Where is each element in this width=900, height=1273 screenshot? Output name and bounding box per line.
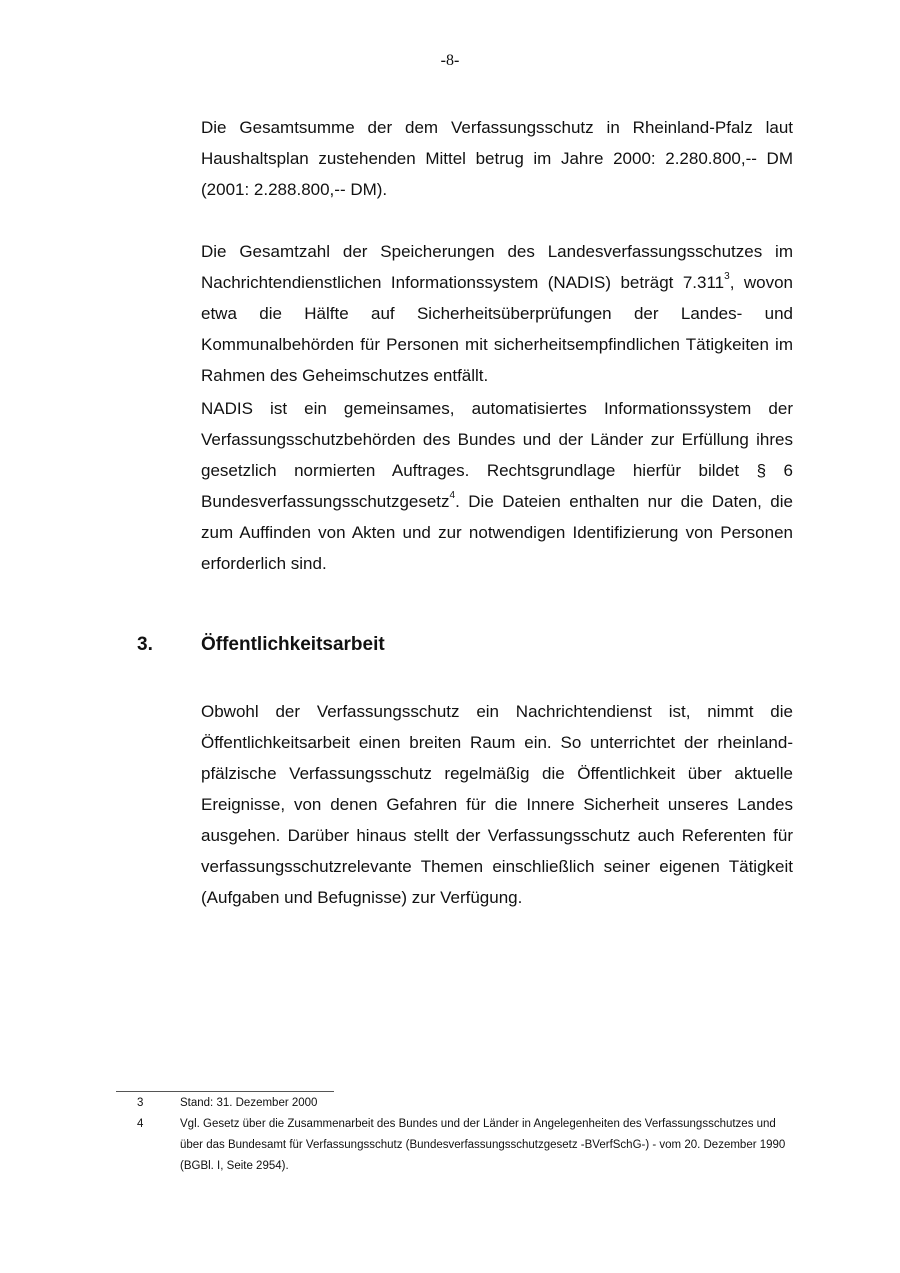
section-number: 3.: [137, 634, 153, 655]
paragraph-nadis-definition-text-cont: . Die Dateien enthalten nur die Daten, die zum Auffinden von Akten und zur notwendigen Identifizierung von Personen erforderlich sind.: [201, 492, 793, 573]
footnote-number: 3: [137, 1097, 144, 1109]
paragraph-nadis-storage-text-cont: , wovon etwa die Hälfte auf Sicherheitsüberprüfungen der Landes- und Kommunalbehörden für Personen mit sicherheitsempfindlichen Tätigkeiten im Rahmen des Geheimschutzes entfällt.: [201, 273, 793, 385]
footnote-ref-3[interactable]: 3: [724, 271, 730, 283]
page-number-value: 8: [446, 52, 454, 69]
page-number: [0, 52, 900, 70]
footnote-text: Stand: 31. Dezember 2000: [180, 1097, 318, 1109]
section-title: Öffentlichkeitsarbeit: [201, 634, 385, 655]
paragraph-nadis-storage-text: Die Gesamtzahl der Speicherungen des Landesverfassungsschutzes im Nachrichtendienstlichen Informationssystem (NADIS) beträgt 7.311: [201, 242, 793, 292]
footnote-divider: [116, 1091, 334, 1092]
page-number-dash-right: -: [454, 52, 460, 69]
paragraph-budget: Die Gesamtsumme der dem Verfassungsschutz in Rheinland-Pfalz laut Haushaltsplan zustehenden Mittel betrug im Jahre 2000: 2.280.800,-- DM (2001: 2.288.800,-- DM).: [201, 118, 793, 199]
footnote-number: 4: [137, 1118, 144, 1130]
page-number-dash-left: -: [440, 52, 446, 69]
paragraph-nadis-storage: [201, 236, 793, 391]
footnote-ref-4[interactable]: 4: [449, 490, 456, 502]
paragraph-public-relations: Obwohl der Verfassungsschutz ein Nachrichtendienst ist, nimmt die Öffentlichkeitsarbeit einen breiten Raum ein. So unterrichtet der rheinland-pfälzische Verfassungsschutz regelmäßig die Öffentlichkeit über aktuelle Ereignisse, von denen Gefahren für die Innere Sicherheit unseres Landes ausgehen. Darüber hinaus stellt der Verfassungsschutz auch Referenten für verfassungsschutzrelevante Themen einschließlich seiner eigenen Tätigkeit (Aufgaben und Befugnisse) zur Verfügung.: [201, 702, 793, 907]
paragraph-nadis-definition-text: NADIS ist ein gemeinsames, automatisiertes Informationssystem der Verfassungsschutzbehörden des Bundes und der Länder zur Erfüllung ihres gesetzlich normierten Auftrages. Rechtsgrundlage hierfür bildet § 6 Bundesverfassungsschutzgesetz: [201, 399, 793, 511]
paragraph-nadis-definition: [201, 393, 793, 579]
footnote-text: Vgl. Gesetz über die Zusammenarbeit des Bundes und der Länder in Angelegenheiten des Verfassungsschutzes und über das Bundesamt für Verfassungsschutz (Bundesverfassungsschutzgesetz -BVerfSchG-) - vom 20. Dezember 1990 (BGBl. I, Seite 2954).: [180, 1118, 786, 1172]
